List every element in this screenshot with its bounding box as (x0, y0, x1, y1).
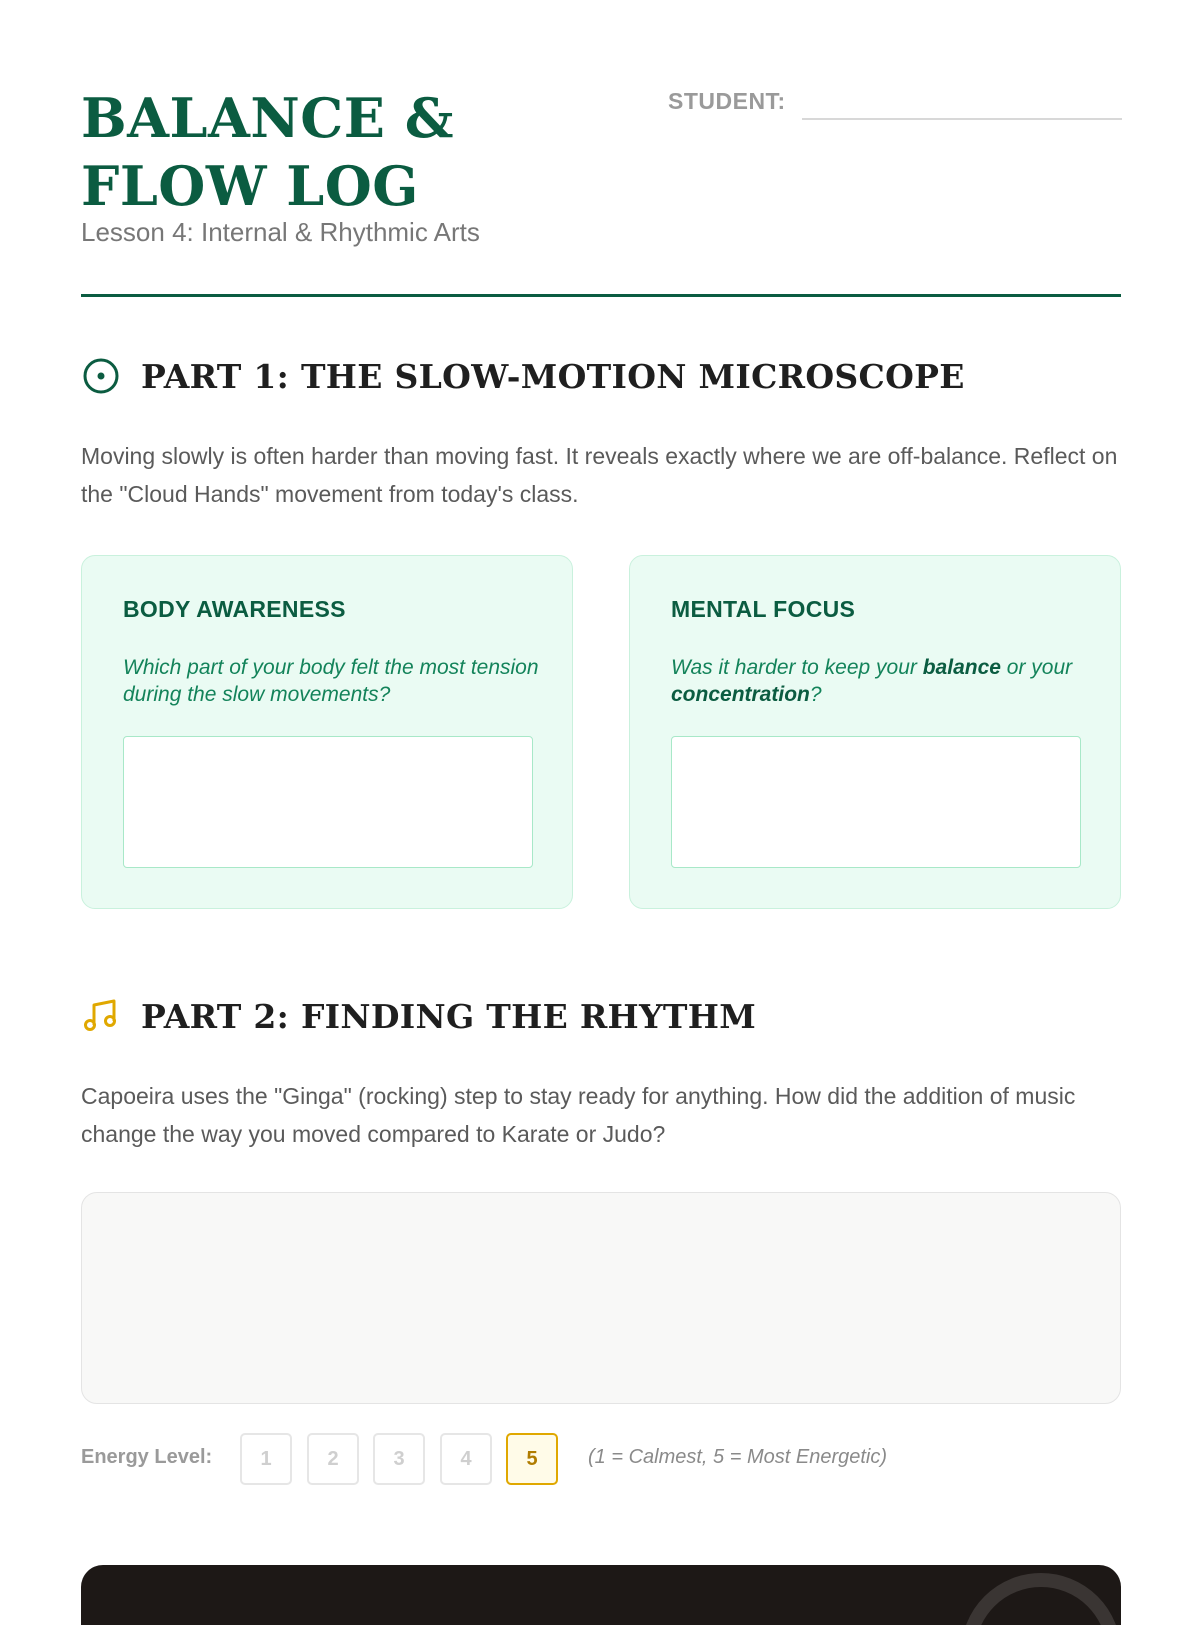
energy-level-option-selected[interactable]: 5 (506, 1433, 558, 1485)
mental-focus-card (629, 555, 1121, 909)
part1-title: PART 1: THE SLOW-MOTION MICROSCOPE (141, 356, 965, 396)
header-divider (81, 294, 1121, 297)
card-heading: BODY AWARENESS (123, 596, 346, 622)
part2-heading (81, 994, 1121, 1038)
page-title: BALANCE & FLOW LOG (81, 86, 454, 218)
part2-title: PART 2: FINDING THE RHYTHM (141, 996, 757, 1036)
energy-level-option[interactable]: 2 (307, 1433, 359, 1485)
rhythm-answer-box[interactable] (81, 1192, 1121, 1404)
body-awareness-answer-box[interactable] (123, 736, 533, 868)
mental-focus-answer-box[interactable] (671, 736, 1081, 868)
energy-level-option[interactable]: 3 (373, 1433, 425, 1485)
part1-intro: Moving slowly is often harder than moving fast. It reveals exactly where we are off-balance. Reflect on the "Cloud Hands" movement from today's class. (81, 443, 1118, 507)
energy-level-label: Energy Level: (81, 1446, 213, 1468)
worksheet-header (81, 84, 1121, 296)
energy-scale-note: (1 = Calmest, 5 = Most Energetic) (588, 1446, 888, 1468)
card-heading: MENTAL FOCUS (671, 596, 856, 622)
worksheet-page (81, 0, 1121, 1600)
energy-level-option[interactable]: 4 (440, 1433, 492, 1485)
body-awareness-card (81, 555, 573, 909)
energy-level-row (81, 1433, 1121, 1485)
part1-heading (81, 354, 1121, 398)
energy-level-option[interactable]: 1 (240, 1433, 292, 1485)
footer-banner (81, 1565, 1121, 1625)
card-prompt: Which part of your body felt the most tension during the slow movements? (123, 656, 539, 706)
part2-intro: Capoeira uses the "Ginga" (rocking) step to stay ready for anything. How did the addition of music change the way you moved compared to Karate or Judo? (81, 1083, 1076, 1147)
card-prompt: Was it harder to keep your balance or your concentration? (671, 656, 1073, 706)
decorative-ring-icon (961, 1573, 1121, 1625)
music-note-icon (81, 996, 121, 1036)
target-icon (81, 356, 121, 396)
student-name-field[interactable] (802, 118, 1122, 120)
student-label: STUDENT: (668, 88, 786, 114)
lesson-subtitle: Lesson 4: Internal & Rhythmic Arts (81, 217, 480, 247)
